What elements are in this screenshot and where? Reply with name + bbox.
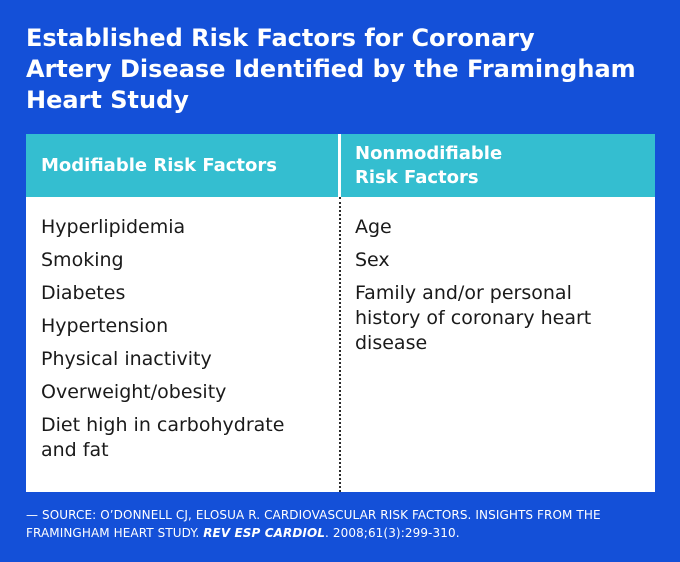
header-nonmodifiable-line-2: Risk Factors bbox=[355, 166, 479, 188]
list-item bbox=[41, 314, 331, 339]
list-item-text: Smoking bbox=[41, 249, 124, 271]
list-item-text: Diabetes bbox=[41, 282, 126, 304]
header-divider bbox=[338, 134, 341, 197]
source-line-2-suffix: . 2008;61(3):299-310. bbox=[325, 526, 460, 540]
list-item bbox=[41, 215, 331, 240]
list-item-text: Diet high in carbohydrate bbox=[41, 414, 285, 436]
list-item-text: Sex bbox=[355, 249, 390, 271]
list-item-text: and fat bbox=[41, 439, 109, 461]
list-item bbox=[41, 347, 331, 372]
list-item-text: disease bbox=[355, 332, 428, 354]
title-line-3: Heart Study bbox=[26, 86, 189, 114]
column-divider bbox=[339, 197, 341, 492]
list-item-text: Physical inactivity bbox=[41, 348, 212, 370]
list-item bbox=[355, 248, 645, 273]
header-nonmodifiable-line-1: Nonmodifiable bbox=[355, 142, 503, 164]
risk-factors-table bbox=[26, 134, 655, 492]
source-citation bbox=[26, 506, 666, 542]
list-item-text: history of coronary heart bbox=[355, 307, 592, 329]
list-item-text: Hyperlipidemia bbox=[41, 216, 186, 238]
source-line-2 bbox=[26, 524, 666, 542]
header-modifiable-line-1: Modifiable Risk Factors bbox=[41, 154, 277, 176]
page-title bbox=[26, 23, 656, 116]
modifiable-list bbox=[41, 215, 331, 471]
title-line-1: Established Risk Factors for Coronary bbox=[26, 24, 535, 52]
header-nonmodifiable bbox=[355, 134, 645, 197]
nonmodifiable-list bbox=[355, 215, 645, 364]
list-item bbox=[41, 380, 331, 405]
list-item-text: Overweight/obesity bbox=[41, 381, 227, 403]
list-item bbox=[41, 413, 331, 463]
header-modifiable bbox=[41, 134, 331, 197]
source-line-2-prefix: FRAMINGHAM HEART STUDY. bbox=[26, 526, 204, 540]
table-header bbox=[26, 134, 655, 197]
list-item bbox=[41, 248, 331, 273]
list-item bbox=[41, 281, 331, 306]
source-journal: REV ESP CARDIOL bbox=[203, 526, 326, 540]
source-line-1: — SOURCE: O’DONNELL CJ, ELOSUA R. CARDIOVASCULAR RISK FACTORS. INSIGHTS FROM THE bbox=[26, 508, 601, 522]
title-line-2: Artery Disease Identified by the Framingham bbox=[26, 55, 636, 83]
list-item bbox=[355, 281, 645, 356]
list-item-text: Hypertension bbox=[41, 315, 169, 337]
list-item-text: Family and/or personal bbox=[355, 282, 572, 304]
list-item-text: Age bbox=[355, 216, 392, 238]
list-item bbox=[355, 215, 645, 240]
